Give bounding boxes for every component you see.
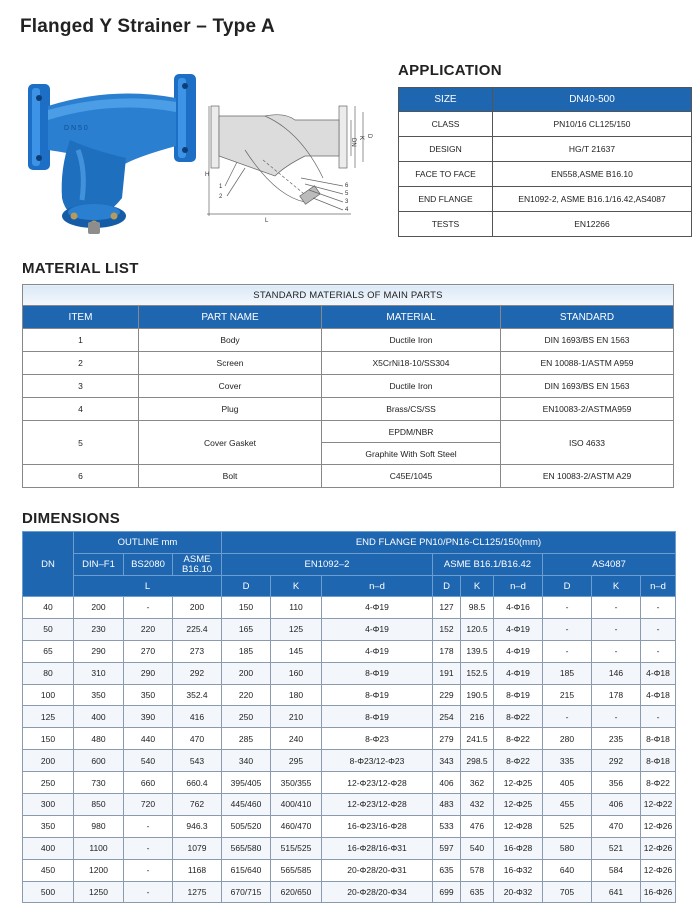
dim-cell-dn: 65 <box>23 640 74 662</box>
dim-cell-en-nd: 20-Φ28/20-Φ34 <box>322 881 433 903</box>
dim-col-din: DIN–F1 <box>74 554 124 576</box>
dim-cell-as-k: 178 <box>592 684 641 706</box>
dim-col-dn: DN <box>23 532 74 597</box>
dim-cell-asme-k: 635 <box>461 881 494 903</box>
material-table <box>22 284 674 488</box>
dim-cell-en-d: 285 <box>222 728 271 750</box>
dim-cell-asme-b16-10: 416 <box>173 706 222 728</box>
material-band-row <box>23 285 674 306</box>
dim-cell-asme-b16-10: 470 <box>173 728 222 750</box>
dim-cell-en-nd: 4-Φ19 <box>322 597 433 619</box>
dim-k: K <box>358 136 364 141</box>
dim-cell-en-k: 110 <box>271 597 322 619</box>
application-value: PN10/16 CL125/150 <box>493 112 692 137</box>
dim-cell-asme-d: 191 <box>433 662 461 684</box>
dim-col-bs: BS2080 <box>124 554 173 576</box>
dim-cell-as-d: 580 <box>543 837 592 859</box>
dim-cell-as-nd: 12-Φ26 <box>641 859 676 881</box>
dim-cell-as-k: - <box>592 597 641 619</box>
dim-cell-din-f1: 1200 <box>74 859 124 881</box>
dim-cell-as-nd: 12-Φ26 <box>641 815 676 837</box>
dim-cell-asme-b16-10: 1275 <box>173 881 222 903</box>
material-material: EPDM/NBR <box>322 421 501 443</box>
dim-cell-din-f1: 200 <box>74 597 124 619</box>
dim-cell-as-d: 525 <box>543 815 592 837</box>
material-row <box>23 375 674 398</box>
dim-cell-as-k: - <box>592 640 641 662</box>
material-material: Ductile Iron <box>322 375 501 398</box>
material-material: C45E/1045 <box>322 465 501 488</box>
dim-cell-as-nd: 16-Φ26 <box>641 881 676 903</box>
dim-cell-asme-nd: 4-Φ19 <box>494 662 543 684</box>
dim-cell-dn: 450 <box>23 859 74 881</box>
dim-cell-dn: 150 <box>23 728 74 750</box>
dim-cell-as-d: 280 <box>543 728 592 750</box>
dim-cell-asme-k: 540 <box>461 837 494 859</box>
dim-cell-as-d: - <box>543 640 592 662</box>
application-key: DESIGN <box>399 137 493 162</box>
dim-cell-bs2080: 350 <box>124 684 173 706</box>
material-standard: EN 10088-1/ASTM A959 <box>501 352 674 375</box>
dim-cell-as-k: 406 <box>592 794 641 816</box>
dim-cell-as-nd: 8-Φ22 <box>641 772 676 794</box>
dim-cell-asme-nd: 4-Φ19 <box>494 618 543 640</box>
dim-cell-as-nd: 8-Φ18 <box>641 728 676 750</box>
dim-cell-en-d: 395/405 <box>222 772 271 794</box>
material-row <box>23 465 674 488</box>
dim-cell-as-d: 215 <box>543 684 592 706</box>
dim-cell-asme-k: 152.5 <box>461 662 494 684</box>
dim-cell-dn: 80 <box>23 662 74 684</box>
dim-cell-asme-d: 229 <box>433 684 461 706</box>
dim-cell-asme-k: 362 <box>461 772 494 794</box>
material-col-standard: STANDARD <box>501 306 674 329</box>
dimensions-row <box>23 618 676 640</box>
dim-cell-asme-d: 178 <box>433 640 461 662</box>
dim-cell-en-k: 145 <box>271 640 322 662</box>
dimensions-row <box>23 640 676 662</box>
dim-cell-en-k: 565/585 <box>271 859 322 881</box>
callout-4: 4 <box>345 207 349 213</box>
dimensions-heading: DIMENSIONS <box>22 510 121 527</box>
dim-cell-en-d: 200 <box>222 662 271 684</box>
dim-cell-en-nd: 12-Φ23/12-Φ28 <box>322 772 433 794</box>
dim-cell-en-k: 350/355 <box>271 772 322 794</box>
dim-cell-en-k: 125 <box>271 618 322 640</box>
dim-cell-asme-b16-10: 1168 <box>173 859 222 881</box>
dim-cell-bs2080: - <box>124 859 173 881</box>
dim-cell-asme-nd: 12-Φ25 <box>494 772 543 794</box>
dim-cell-asme-k: 120.5 <box>461 618 494 640</box>
application-row <box>399 187 692 212</box>
application-value: EN12266 <box>493 212 692 237</box>
material-standard: DIN 1693/BS EN 1563 <box>501 329 674 352</box>
dim-cell-as-k: 292 <box>592 750 641 772</box>
dimensions-header-row-1 <box>23 532 676 554</box>
material-material-alt: Graphite With Soft Steel <box>322 443 501 465</box>
dim-col-en-nd: n–d <box>322 576 433 597</box>
dimensions-row <box>23 728 676 750</box>
dimensions-row <box>23 881 676 903</box>
dim-cell-en-nd: 16-Φ28/16-Φ31 <box>322 837 433 859</box>
callout-5: 5 <box>345 191 349 197</box>
callout-6: 6 <box>345 183 349 189</box>
dim-cell-asme-nd: 8-Φ22 <box>494 706 543 728</box>
dim-cell-asme-b16-10: 292 <box>173 662 222 684</box>
dim-cell-as-d: - <box>543 597 592 619</box>
dim-cell-en-k: 620/650 <box>271 881 322 903</box>
dimensions-row <box>23 662 676 684</box>
dim-cell-bs2080: 440 <box>124 728 173 750</box>
material-col-part: PART NAME <box>139 306 322 329</box>
dim-col-asme-nd: n–d <box>494 576 543 597</box>
dim-cell-as-k: - <box>592 618 641 640</box>
dim-col-asme-line1: ASME <box>183 553 211 565</box>
dim-cell-as-nd: 12-Φ26 <box>641 837 676 859</box>
dim-d: D <box>366 134 372 139</box>
dim-cell-en-d: 445/460 <box>222 794 271 816</box>
application-value: EN1092-2, ASME B16.1/16.42,AS4087 <box>493 187 692 212</box>
dim-cell-dn: 350 <box>23 815 74 837</box>
dim-col-as-nd: n–d <box>641 576 676 597</box>
application-key: TESTS <box>399 212 493 237</box>
dim-cell-asme-k: 432 <box>461 794 494 816</box>
dim-cell-asme-d: 406 <box>433 772 461 794</box>
dim-cell-as-k: 584 <box>592 859 641 881</box>
dim-cell-as-nd: 4-Φ18 <box>641 662 676 684</box>
dim-cell-en-nd: 12-Φ23/12-Φ28 <box>322 794 433 816</box>
dim-cell-din-f1: 850 <box>74 794 124 816</box>
dim-cell-dn: 40 <box>23 597 74 619</box>
dim-cell-bs2080: - <box>124 837 173 859</box>
material-row <box>23 352 674 375</box>
dim-cell-dn: 100 <box>23 684 74 706</box>
material-band-title: STANDARD MATERIALS OF MAIN PARTS <box>23 285 674 306</box>
material-row <box>23 329 674 352</box>
dim-cell-as-k: 521 <box>592 837 641 859</box>
dim-cell-bs2080: 540 <box>124 750 173 772</box>
dim-h: H <box>205 172 210 178</box>
dim-cell-asme-b16-10: 660.4 <box>173 772 222 794</box>
dim-cell-en-k: 160 <box>271 662 322 684</box>
dim-cell-en-d: 185 <box>222 640 271 662</box>
dim-cell-asme-k: 190.5 <box>461 684 494 706</box>
dim-cell-dn: 400 <box>23 837 74 859</box>
dim-col-as-d: D <box>543 576 592 597</box>
dim-cell-as-nd: - <box>641 597 676 619</box>
dim-cell-bs2080: 390 <box>124 706 173 728</box>
material-part: Cover <box>139 375 322 398</box>
dim-cell-dn: 300 <box>23 794 74 816</box>
dim-cell-as-k: 356 <box>592 772 641 794</box>
material-item: 3 <box>23 375 139 398</box>
page-title: Flanged Y Strainer – Type A <box>20 16 275 37</box>
dim-cell-asme-k: 578 <box>461 859 494 881</box>
dim-cell-as-d: - <box>543 618 592 640</box>
application-value: EN558,ASME B16.10 <box>493 162 692 187</box>
dim-cell-asme-b16-10: 1079 <box>173 837 222 859</box>
dim-cell-as-k: 470 <box>592 815 641 837</box>
dim-cell-as-k: - <box>592 706 641 728</box>
dim-cell-din-f1: 290 <box>74 640 124 662</box>
dim-cell-en-d: 565/580 <box>222 837 271 859</box>
dim-cell-en-d: 670/715 <box>222 881 271 903</box>
dim-cell-din-f1: 350 <box>74 684 124 706</box>
application-key: FACE TO FACE <box>399 162 493 187</box>
dim-cell-as-k: 146 <box>592 662 641 684</box>
application-value: HG/T 21637 <box>493 137 692 162</box>
dim-cell-asme-d: 635 <box>433 859 461 881</box>
dim-cell-bs2080: 290 <box>124 662 173 684</box>
dim-cell-asme-k: 241.5 <box>461 728 494 750</box>
dimensions-header-row-2 <box>23 554 676 576</box>
dimensions-row <box>23 859 676 881</box>
application-row <box>399 112 692 137</box>
dim-cell-dn: 125 <box>23 706 74 728</box>
dim-col-asme-line2: B16.10 <box>181 563 213 575</box>
dim-dn: DN <box>350 138 356 147</box>
dim-col-asme-k: K <box>461 576 494 597</box>
dim-cell-en-nd: 16-Φ23/16-Φ28 <box>322 815 433 837</box>
callout-1: 1 <box>219 184 223 190</box>
material-item: 4 <box>23 398 139 421</box>
dim-cell-bs2080: - <box>124 881 173 903</box>
dim-cell-din-f1: 730 <box>74 772 124 794</box>
application-row <box>399 162 692 187</box>
dim-cell-en-nd: 8-Φ23 <box>322 728 433 750</box>
dim-cell-din-f1: 230 <box>74 618 124 640</box>
dim-cell-bs2080: 220 <box>124 618 173 640</box>
dim-cell-asme-nd: 8-Φ22 <box>494 728 543 750</box>
dim-cell-asme-b16-10: 946.3 <box>173 815 222 837</box>
callout-2: 2 <box>219 194 223 200</box>
dim-cell-en-d: 340 <box>222 750 271 772</box>
dim-cell-bs2080: 270 <box>124 640 173 662</box>
dim-cell-as-nd: 8-Φ18 <box>641 750 676 772</box>
dim-cell-din-f1: 1250 <box>74 881 124 903</box>
material-part: Cover Gasket <box>139 421 322 465</box>
dim-cell-as-d: 405 <box>543 772 592 794</box>
callout-3: 3 <box>345 199 349 205</box>
dim-cell-en-k: 240 <box>271 728 322 750</box>
dim-cell-en-nd: 20-Φ28/20-Φ31 <box>322 859 433 881</box>
dim-cell-asme-k: 216 <box>461 706 494 728</box>
dim-cell-as-d: - <box>543 706 592 728</box>
dim-cell-en-d: 165 <box>222 618 271 640</box>
dim-cell-asme-b16-10: 543 <box>173 750 222 772</box>
application-row <box>399 137 692 162</box>
dim-cell-as-nd: - <box>641 640 676 662</box>
dim-cell-asme-nd: 16-Φ28 <box>494 837 543 859</box>
material-item: 2 <box>23 352 139 375</box>
dim-cell-dn: 250 <box>23 772 74 794</box>
material-standard: DIN 1693/BS EN 1563 <box>501 375 674 398</box>
dim-cell-en-d: 220 <box>222 684 271 706</box>
dim-cell-asme-nd: 4-Φ19 <box>494 640 543 662</box>
dimensions-row <box>23 597 676 619</box>
dim-cell-as-k: 641 <box>592 881 641 903</box>
dim-col-l: L <box>74 576 222 597</box>
dim-cell-asme-d: 152 <box>433 618 461 640</box>
dim-cell-as-d: 335 <box>543 750 592 772</box>
material-col-item: ITEM <box>23 306 139 329</box>
dim-cell-dn: 500 <box>23 881 74 903</box>
dim-cell-en-k: 460/470 <box>271 815 322 837</box>
application-row <box>399 212 692 237</box>
dim-cell-asme-nd: 8-Φ22 <box>494 750 543 772</box>
dim-cell-en-d: 505/520 <box>222 815 271 837</box>
dim-cell-asme-d: 254 <box>433 706 461 728</box>
material-row <box>23 421 674 443</box>
dim-cell-asme-b16-10: 225.4 <box>173 618 222 640</box>
material-item: 1 <box>23 329 139 352</box>
material-material: Ductile Iron <box>322 329 501 352</box>
dim-cell-as-k: 235 <box>592 728 641 750</box>
material-list-heading: MATERIAL LIST <box>22 260 139 277</box>
material-standard: ISO 4633 <box>501 421 674 465</box>
dimensions-row <box>23 684 676 706</box>
dim-cell-asme-nd: 16-Φ32 <box>494 859 543 881</box>
dimensions-row <box>23 837 676 859</box>
dim-cell-en-nd: 8-Φ19 <box>322 684 433 706</box>
dim-cell-asme-k: 298.5 <box>461 750 494 772</box>
dim-cell-dn: 50 <box>23 618 74 640</box>
dimensions-table <box>22 531 676 903</box>
dim-cell-en-nd: 8-Φ19 <box>322 706 433 728</box>
dim-cell-en-d: 615/640 <box>222 859 271 881</box>
material-col-material: MATERIAL <box>322 306 501 329</box>
dim-cell-asme-d: 533 <box>433 815 461 837</box>
dim-cell-bs2080: 660 <box>124 772 173 794</box>
application-header-row <box>399 88 692 112</box>
dim-cell-en-k: 295 <box>271 750 322 772</box>
dim-cell-din-f1: 310 <box>74 662 124 684</box>
dim-cell-din-f1: 980 <box>74 815 124 837</box>
dim-cell-en-d: 150 <box>222 597 271 619</box>
dimensions-row <box>23 815 676 837</box>
dim-cell-dn: 200 <box>23 750 74 772</box>
valve-photo <box>22 70 202 240</box>
dim-cell-as-d: 705 <box>543 881 592 903</box>
dim-cell-bs2080: - <box>124 597 173 619</box>
dim-cell-asme-nd: 20-Φ32 <box>494 881 543 903</box>
dim-cell-as-nd: - <box>641 618 676 640</box>
dim-cell-asme-nd: 8-Φ19 <box>494 684 543 706</box>
dim-col-endflange: END FLANGE PN10/PN16-CL125/150(mm) <box>222 532 676 554</box>
dim-cell-asme-nd: 12-Φ28 <box>494 815 543 837</box>
dim-cell-din-f1: 400 <box>74 706 124 728</box>
dim-col-asme-d: D <box>433 576 461 597</box>
dim-cell-as-nd: 12-Φ22 <box>641 794 676 816</box>
application-heading: APPLICATION <box>398 62 502 79</box>
material-item: 5 <box>23 421 139 465</box>
dimensions-row <box>23 772 676 794</box>
dim-col-en-d: D <box>222 576 271 597</box>
dim-cell-asme-d: 483 <box>433 794 461 816</box>
svg-text:D N 5 0: D N 5 0 <box>64 125 88 132</box>
dim-cell-asme-d: 279 <box>433 728 461 750</box>
dim-col-en-k: K <box>271 576 322 597</box>
dim-cell-bs2080: - <box>124 815 173 837</box>
dim-cell-en-k: 515/525 <box>271 837 322 859</box>
material-part: Body <box>139 329 322 352</box>
dim-cell-asme-b16-10: 200 <box>173 597 222 619</box>
dim-cell-as-d: 640 <box>543 859 592 881</box>
strainer-section-drawing <box>205 76 373 226</box>
dim-cell-as-d: 185 <box>543 662 592 684</box>
material-standard: EN 10083-2/ASTM A29 <box>501 465 674 488</box>
application-header-size: SIZE <box>399 88 493 112</box>
dim-cell-asme-b16-10: 352.4 <box>173 684 222 706</box>
application-table <box>398 87 692 237</box>
dim-col-asmeb16: ASME B16.1/B16.42 <box>433 554 543 576</box>
material-material: Brass/CS/SS <box>322 398 501 421</box>
dimensions-row <box>23 794 676 816</box>
dim-cell-en-nd: 4-Φ19 <box>322 618 433 640</box>
dim-cell-bs2080: 720 <box>124 794 173 816</box>
dim-cell-asme-k: 139.5 <box>461 640 494 662</box>
dim-cell-asme-nd: 4-Φ16 <box>494 597 543 619</box>
dimensions-row <box>23 750 676 772</box>
dim-col-asme <box>173 554 222 576</box>
dim-cell-asme-d: 343 <box>433 750 461 772</box>
material-header-row <box>23 306 674 329</box>
dim-cell-en-k: 180 <box>271 684 322 706</box>
dim-cell-en-d: 250 <box>222 706 271 728</box>
material-row <box>23 398 674 421</box>
dim-cell-asme-b16-10: 273 <box>173 640 222 662</box>
dim-col-as-k: K <box>592 576 641 597</box>
dim-cell-en-k: 400/410 <box>271 794 322 816</box>
dim-cell-asme-k: 476 <box>461 815 494 837</box>
dim-cell-asme-nd: 12-Φ25 <box>494 794 543 816</box>
material-item: 6 <box>23 465 139 488</box>
dim-cell-en-nd: 8-Φ19 <box>322 662 433 684</box>
application-header-value: DN40-500 <box>493 88 692 112</box>
dim-cell-asme-d: 127 <box>433 597 461 619</box>
dim-l: L <box>265 218 269 224</box>
dim-col-en1092: EN1092–2 <box>222 554 433 576</box>
dimensions-header-row-3 <box>23 576 676 597</box>
dim-cell-en-k: 210 <box>271 706 322 728</box>
dim-cell-din-f1: 600 <box>74 750 124 772</box>
dim-cell-asme-k: 98.5 <box>461 597 494 619</box>
dim-col-as4087: AS4087 <box>543 554 676 576</box>
dim-cell-asme-b16-10: 762 <box>173 794 222 816</box>
dim-cell-as-d: 455 <box>543 794 592 816</box>
dim-cell-as-nd: 4-Φ18 <box>641 684 676 706</box>
application-key: CLASS <box>399 112 493 137</box>
dim-cell-din-f1: 1100 <box>74 837 124 859</box>
material-part: Bolt <box>139 465 322 488</box>
dim-cell-en-nd: 8-Φ23/12-Φ23 <box>322 750 433 772</box>
dim-cell-asme-d: 699 <box>433 881 461 903</box>
dim-cell-as-nd: - <box>641 706 676 728</box>
dim-col-outline: OUTLINE mm <box>74 532 222 554</box>
material-standard: EN10083-2/ASTMA959 <box>501 398 674 421</box>
material-part: Plug <box>139 398 322 421</box>
material-material: X5CrNi18-10/SS304 <box>322 352 501 375</box>
material-part: Screen <box>139 352 322 375</box>
dim-cell-asme-d: 597 <box>433 837 461 859</box>
dimensions-body <box>23 597 676 903</box>
application-key: END FLANGE <box>399 187 493 212</box>
dim-cell-din-f1: 480 <box>74 728 124 750</box>
dimensions-row <box>23 706 676 728</box>
dim-cell-en-nd: 4-Φ19 <box>322 640 433 662</box>
